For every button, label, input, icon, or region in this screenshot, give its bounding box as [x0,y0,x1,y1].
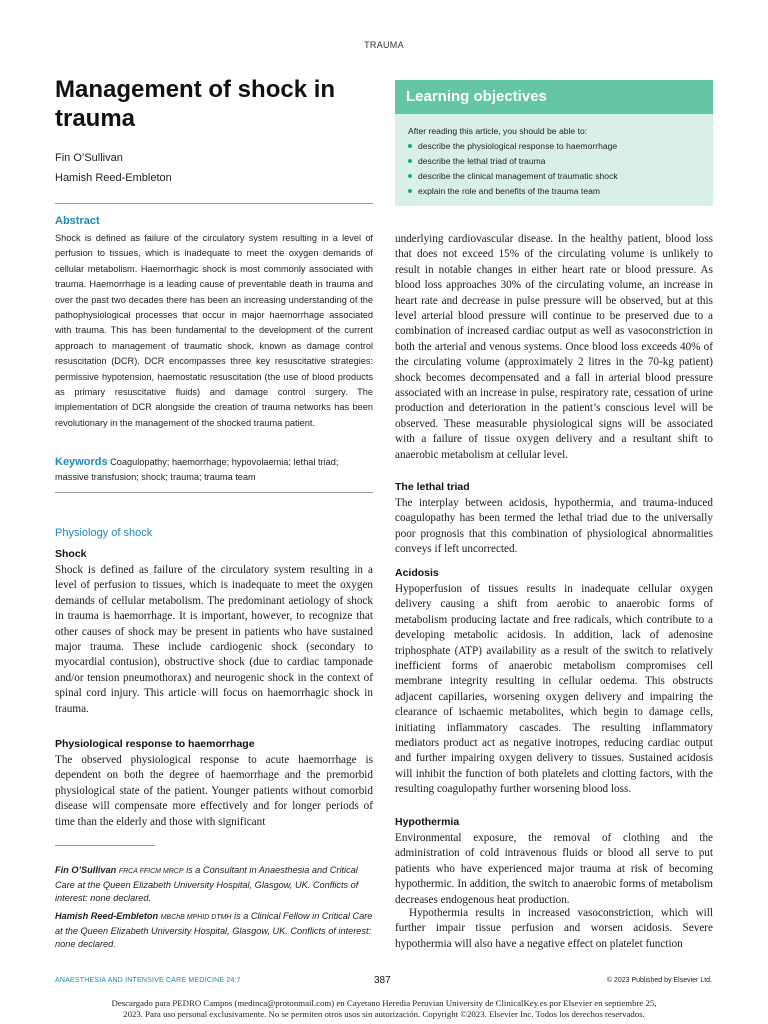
learning-objectives-box [395,114,713,206]
divider [55,492,373,493]
download-line: Descargado para PEDRO Campos (medinca@protonmail.com) en Cayetano Heredia Peruvian University de ClinicalKey.es por Elsevier en septiembre 25, [111,998,657,1008]
bio-name: Fin O’Sullivan [55,865,117,875]
body-paragraph: Hypoperfusion of tissues results in inadequate cellular oxygen delivery causing a shift from aerobic to anaerobic forms of metabolism producing lactate and free radicals, which contribute to a developing metabolic acidosis. In addition, lack of adenosine triphosphate (ATP) availability as a result of the switch to relatively inefficient forms of anaerobic metabolism compromises cell membrane integrity resulting in cellular oedema. This obstructs adjacent capillaries, worsening oxygen delivery and impairing the clearance of ischaemic metabolites, which begin to damage cells, initiating inflammatory cascades. The resulting inflammatory mediators product act as negative inotropes, reducing cardiac output and further impairing oxygen delivery to tissues. Sustained acidosis will inhibit the function of both platelets and clotting factors, with the resulting coagulopathy further worsening blood loss. [395,583,713,796]
author-bio [55,864,373,904]
author-name: Fin O’Sullivan [55,152,123,164]
section-tag: TRAUMA [364,40,404,50]
body-paragraph: The interplay between acidosis, hypothermia, and trauma-induced coagulopathy has been termed the lethal triad due to the universally poor prognosis that this combination of physiological abnormalities conveys if left uncorrected. [395,497,713,556]
body-paragraph: underlying cardiovascular disease. In the healthy patient, blood loss that does not exceed 15% of the circulating volume is unlikely to result in notable changes in either heart rate or blood pressure. As blood loss approaches 30% of the circulating volume, an increase in heart rate and decrease in pulse pressure will be observed, but at this level arterial blood pressure will continue to be preserved due to a combination of increased cardiac output as well as vasoconstriction in both the arterial and venous systems. Once blood loss exceeds 40% of the circulating volume (approximately 2 litres in the 70-kg patient) shock becomes decompensated and a fall in arterial blood pressure associated with an increase in pulse, respiratory rate, cessation of urine production and deterioration in the patient’s conscious level will be observed. These measurable physiological signs will be associated with a failure of tissue oxygen delivery and a resultant shift to anaerobic metabolism at cellular level. [395,233,713,461]
body-paragraph: Hypothermia results in increased vasoconstriction, which will further impair tissue perfusion and worsen acidosis. Severe hypothermia will also have a negative effect on platelet function [395,907,713,950]
bio-text: is a Consultant in Anaesthesia and Critical Care at the Queen Elizabeth University Hospital, Glasgow, UK. Conflicts of interest: none declared. [55,865,359,903]
bio-credentials: MBChB MPHID DTMH [160,914,232,921]
body-paragraph: Shock is defined as failure of the circulatory system resulting in a level of perfusion to tissues, which is inadequate to meet the oxygen demands of cellular metabolism. The predominant aetiology of shock in trauma is haemorrhage. It is important, however, to recognize that other causes of shock may be present in patients who have sustained major trauma. These include cardiogenic shock (secondary to myocardial contusion), obstructive shock (due to cardiac tamponade and/or tension pneumothorax) and neurogenic shock in the context of spinal cord injury. This article will focus on haemorrhagic shock in trauma. [55,564,373,715]
subsection-heading: Shock [55,548,87,560]
bio-text: is a Clinical Fellow in Critical Care at the Queen Elizabeth University Hospital, Glasgow, UK. Conflicts of interest: none declared. [55,911,373,949]
list-item: describe the physiological response to haemorrhage [408,139,703,154]
subsection-heading: Hypothermia [395,816,460,828]
download-notice [60,998,708,1020]
list-item: describe the clinical management of traumatic shock [408,169,703,184]
learning-objectives-list [408,139,703,199]
abstract-text: Shock is defined as failure of the circulatory system resulting in a level of perfusion to tissues, which is inadequate to meet the oxygen demands of cellular metabolism. Haemorrhagic shock is most commonly associated with trauma. Haemorrhage is a leading cause of preventable death in trauma and over the past two decades there has been an increasing understanding of the pathophysiological processes that occur in major haemorrhage associated with trauma. This has been fundamental to the development of the current approach to management of traumatic shock, known as damage control resuscitation (DCR). DCR encompasses three key resuscitative strategies: permissive hypotension, haemostatic resuscitation (the use of blood products as primary resuscitative fluids) and damage control surgery. The implementation of DCR alongside the creation of trauma networks has been revolutionary in the management of the shocked trauma patient. [55,233,373,428]
learning-objectives-title: Learning objectives [395,80,713,114]
keywords [55,455,373,485]
copyright: © 2023 Published by Elsevier Ltd. [606,977,712,984]
author-bio [55,910,373,950]
bio-credentials: FRCA FFICM MRCP [118,868,184,875]
keywords-label: Keywords [55,456,108,468]
body-paragraph: Environmental exposure, the removal of clothing and the administration of cold intravenous fluids or blood all serve to put patients who have experienced major trauma at risk of becoming hypothermic. In addition, the switch to anaerobic forms of metabolism decreases endogenous heat production. [395,832,713,906]
divider [55,845,155,846]
list-item: explain the role and benefits of the trauma team [408,184,703,199]
subsection-heading: Acidosis [395,567,439,579]
learning-objectives-intro: After reading this article, you should be able to: [408,126,588,136]
abstract-heading: Abstract [55,215,100,227]
section-heading: Physiology of shock [55,527,153,539]
subsection-heading: The lethal triad [395,481,470,493]
author-name: Hamish Reed-Embleton [55,172,172,184]
list-item: describe the lethal triad of trauma [408,154,703,169]
download-line: 2023. Para uso personal exclusivamente. No se permiten otros usos sin autorización. Copyright ©2023. Elsevier Inc. Todos los derechos reservados. [123,1009,645,1019]
article-title: Management of shock in trauma [55,76,336,132]
body-paragraph: The observed physiological response to acute haemorrhage is dependent on both the degree of haemorrhage and the premorbid physiological state of the patient. Younger patients without comorbid disease will compensate more effectively and for longer periods of time than the elderly and those with significant [55,754,373,828]
journal-name: ANAESTHESIA AND INTENSIVE CARE MEDICINE 24:7 [55,977,241,984]
bio-name: Hamish Reed-Embleton [55,911,159,921]
divider [55,203,373,204]
keywords-list: Coagulopathy; haemorrhage; hypovolaemia; lethal triad; massive transfusion; shock; trauma; trauma team [55,457,339,482]
page-number: 387 [374,975,391,986]
subsection-heading: Physiological response to haemorrhage [55,738,255,750]
